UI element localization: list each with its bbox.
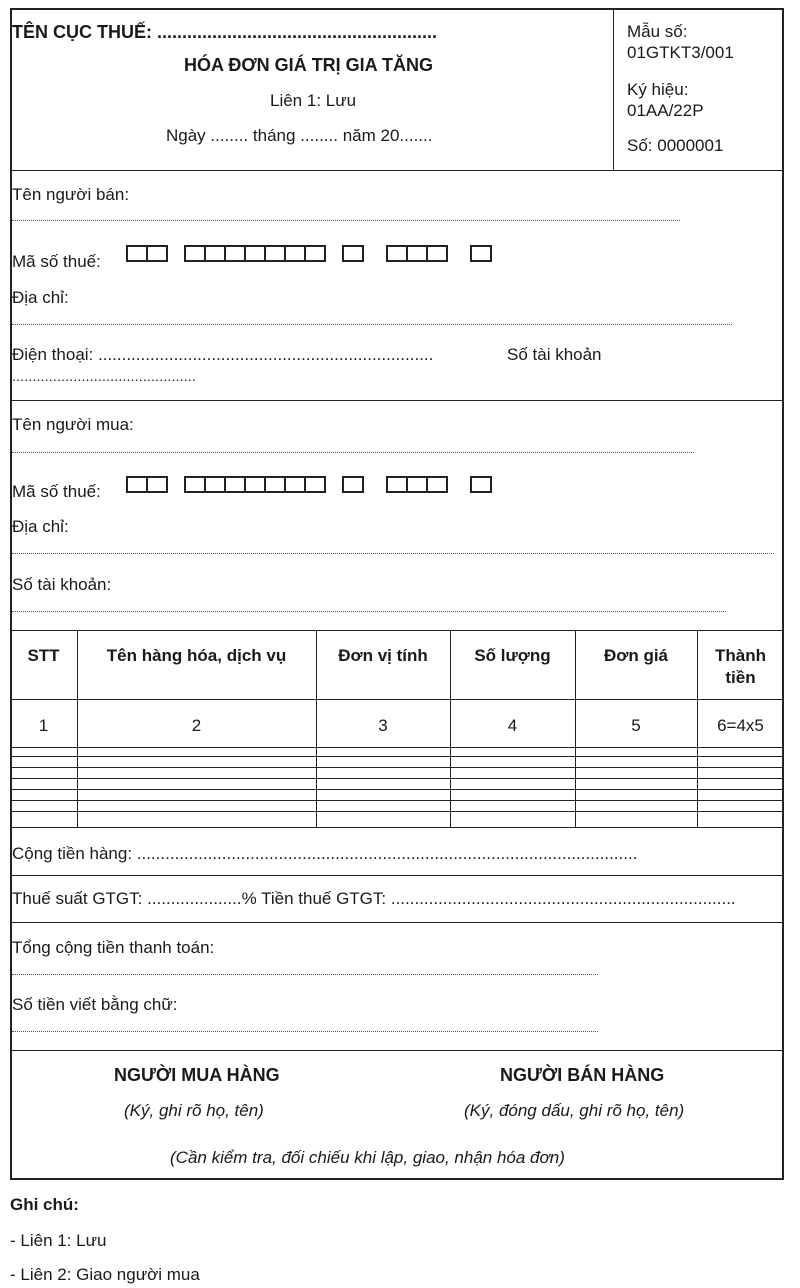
header-amount-line1: Thành [715, 646, 766, 665]
seller-tax-label: Mã số thuế: [12, 252, 101, 271]
buyer-tax-label: Mã số thuế: [12, 482, 101, 501]
buyer-account-label: Số tài khoản: [12, 575, 112, 594]
buyer-tax-boxes [126, 476, 490, 493]
form-value: 01GTKT3/001 [627, 43, 734, 62]
index-cell: 1 [38, 716, 49, 735]
buyer-account-dots [12, 611, 726, 612]
seller-signature-title: NGƯỜI BÁN HÀNG [500, 1065, 665, 1085]
header-divider [613, 9, 614, 170]
notes-item-2: - Liên 2: Giao người mua [10, 1265, 200, 1284]
grand-total-label: Tổng cộng tiền thanh toán: [12, 938, 215, 957]
seller-name-dots [12, 220, 680, 221]
header-bottom-line [10, 170, 784, 171]
form-label: Mẫu số: [627, 22, 688, 41]
header-amount-line2: tiền [725, 668, 756, 687]
table-row-line [10, 811, 784, 812]
buyer-address-label: Địa chỉ: [12, 517, 69, 536]
table-row-line [10, 789, 784, 790]
seller-phone-label: Điện thoại: ....................................................................... [12, 345, 434, 364]
seller-name-label: Tên người bán: [12, 185, 130, 204]
invoice-number: Số: 0000001 [627, 136, 724, 155]
symbol-value: 01AA/22P [627, 101, 704, 120]
table-row-line [10, 756, 784, 757]
seller-bottom-line [10, 400, 784, 401]
header-item-name: Tên hàng hóa, dịch vụ [106, 646, 287, 665]
vat-bottom-line [10, 922, 784, 923]
seller-account-label: Số tài khoản [507, 345, 602, 364]
buyer-signature-note: (Ký, ghi rõ họ, tên) [124, 1101, 264, 1120]
table-row-line [10, 800, 784, 801]
buyer-address-dots [12, 553, 774, 554]
symbol-label: Ký hiệu: [627, 80, 689, 99]
seller-signature-note: (Ký, đóng dấu, ghi rõ họ, tên) [464, 1101, 685, 1120]
buyer-signature-title: NGƯỜI MUA HÀNG [114, 1065, 280, 1085]
check-note: (Cần kiểm tra, đối chiếu khi lập, giao, nhận hóa đơn) [170, 1148, 565, 1167]
in-words-dots [12, 1031, 598, 1032]
index-cell: 3 [378, 716, 388, 735]
copy-label: Liên 1: Lưu [270, 91, 357, 110]
agency-label: TÊN CỤC THUẾ: ........................................................ [12, 22, 438, 42]
subtotal-bottom-line [10, 875, 784, 876]
seller-tax-boxes [126, 245, 490, 262]
seller-account-dots: ............................................. [12, 368, 197, 384]
vat-line: Thuế suất GTGT: ....................% Tiền thuế GTGT: ......................................................................... [12, 889, 736, 908]
notes-title: Ghi chú: [10, 1195, 79, 1214]
buyer-name-dots [12, 452, 694, 453]
table-header-bottom [10, 699, 784, 700]
header-unit-price: Đơn giá [603, 646, 669, 665]
header-stt: STT [27, 646, 60, 665]
index-cell: 4 [507, 716, 518, 735]
subtotal-label: Cộng tiền hàng: .......................................................................................................... [12, 844, 638, 863]
totals-bottom-line [10, 1050, 784, 1051]
date-line: Ngày ........ tháng ........ năm 20....... [166, 126, 433, 145]
header-unit: Đơn vị tính [338, 646, 428, 665]
in-words-label: Số tiền viết bằng chữ: [12, 995, 178, 1014]
buyer-name-label: Tên người mua: [12, 415, 134, 434]
table-row-line [10, 767, 784, 768]
buyer-bottom-line [10, 630, 784, 631]
index-cell: 6=4x5 [717, 716, 764, 735]
table-bottom-line [10, 827, 784, 828]
table-row-line [10, 747, 784, 748]
seller-address-dots [12, 324, 732, 325]
index-cell: 5 [631, 716, 641, 735]
notes-item-1: - Liên 1: Lưu [10, 1231, 107, 1250]
table-row-line [10, 778, 784, 779]
invoice-title: HÓA ĐƠN GIÁ TRỊ GIA TĂNG [184, 55, 434, 75]
grand-total-dots [12, 974, 598, 975]
index-cell: 2 [191, 716, 202, 735]
header-quantity: Số lượng [474, 646, 551, 665]
seller-address-label: Địa chỉ: [12, 288, 69, 307]
